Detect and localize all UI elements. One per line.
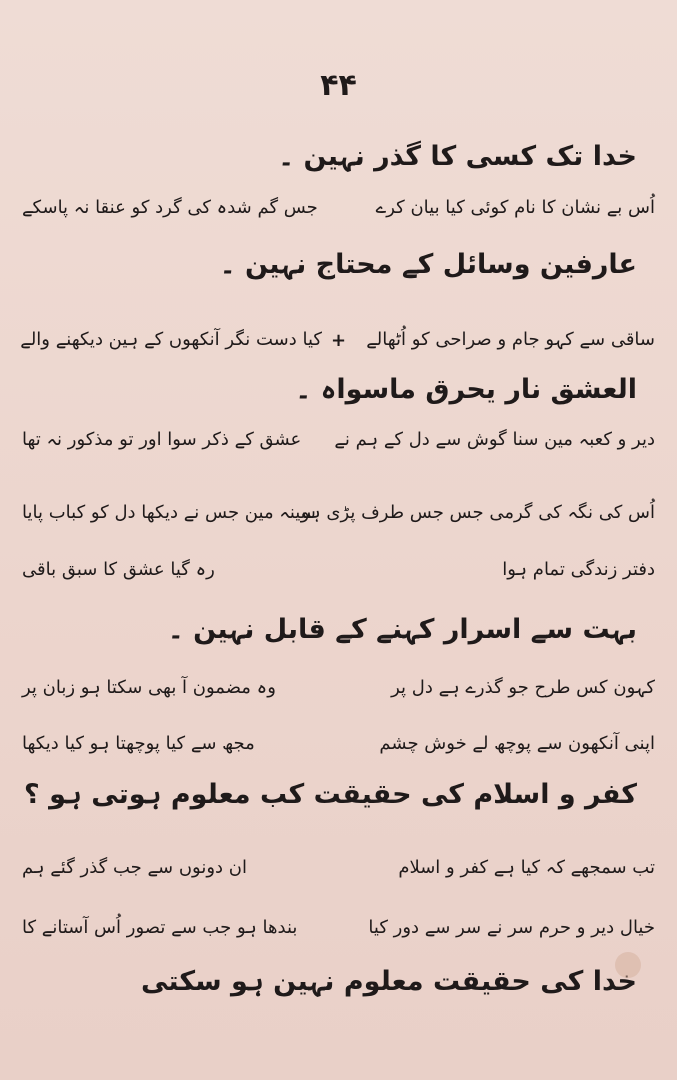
misra-5-1-a: تب سمجھے کہ کیا ہے کفر و اسلام: [398, 857, 655, 878]
plus-sign: +: [330, 329, 347, 351]
misra-1-1-a: اُس بے نشان کا نام کوئی کیا بیان کرے: [375, 197, 655, 218]
page-number: ۴۴: [320, 68, 357, 103]
couplet-4-2: [22, 724, 655, 764]
misra-4-1-b: وہ مضمون آ بھی سکتا ہو زبان پر: [22, 677, 276, 698]
misra-3-1-b: عشق کے ذکر سوا اور تو مذکور نہ تھا: [22, 429, 302, 450]
misra-5-2-b: بندھا ہو جب سے تصور اُس آستانے کا: [22, 917, 298, 938]
misra-5-2-a: خیال دیر و حرم سر نے سر سے دور کیا: [368, 917, 655, 938]
misra-4-1-a: کہون کس طرح جو گذرے ہے دل پر: [391, 677, 655, 698]
misra-2-1-a: ساقی سے کہو جام و صراحی کو اُٹھالے: [366, 329, 655, 350]
couplet-5-1: [22, 848, 655, 888]
heading-4: بہت سے اسرار کہنے کے قابل نہین ۔: [167, 614, 637, 645]
heading-5: کفر و اسلام کی حقیقت کب معلوم ہوتی ہو ؟: [24, 779, 637, 810]
misra-4-2-b: مجھ سے کیا پوچھتا ہو کیا دیکھا: [22, 733, 255, 754]
couplet-5-2: [22, 908, 655, 948]
couplet-4-1: [22, 668, 655, 708]
heading-3: العشق نار یحرق ماسواہ ۔: [295, 374, 637, 405]
misra-3-3-a: دفتر زندگی تمام ہوا: [502, 559, 655, 580]
couplet-3-3: [22, 550, 655, 590]
couplet-2-1: [22, 320, 655, 360]
misra-3-2-a: اُس کی نگہ کی گرمی جس جس طرف پڑی ہو: [300, 502, 655, 523]
paper-stain: [615, 952, 641, 978]
misra-3-2-b: سینہ مین جس نے دیکھا دل کو کباب پایا: [22, 502, 316, 523]
misra-5-1-b: ان دونوں سے جب گذر گئے ہم: [22, 857, 247, 878]
misra-1-1-b: جس گم شدہ کی گرد کو عنقا نہ پاسکے: [22, 197, 318, 218]
misra-3-3-b: رہ گیا عشق کا سبق باقی: [22, 559, 215, 580]
couplet-3-2: [22, 493, 655, 533]
couplet-1-1: [22, 188, 655, 228]
heading-1: خدا تک کسی کا گذر نہین ۔: [278, 141, 637, 172]
misra-4-2-a: اپنی آنکھون سے پوچھ لے خوش چشم: [379, 733, 655, 754]
misra-3-1-a: دیر و کعبہ مین سنا گوش سے دل کے ہم نے: [334, 429, 655, 450]
couplet-3-1: [22, 420, 655, 460]
heading-2: عارفین وسائل کے محتاج نہین ۔: [219, 249, 637, 280]
heading-6: خدا کی حقیقت معلوم نہین ہو سکتی: [141, 966, 637, 997]
misra-2-1-b: کیا دست نگر آنکھوں کے ہین دیکھنے والے: [20, 329, 322, 350]
